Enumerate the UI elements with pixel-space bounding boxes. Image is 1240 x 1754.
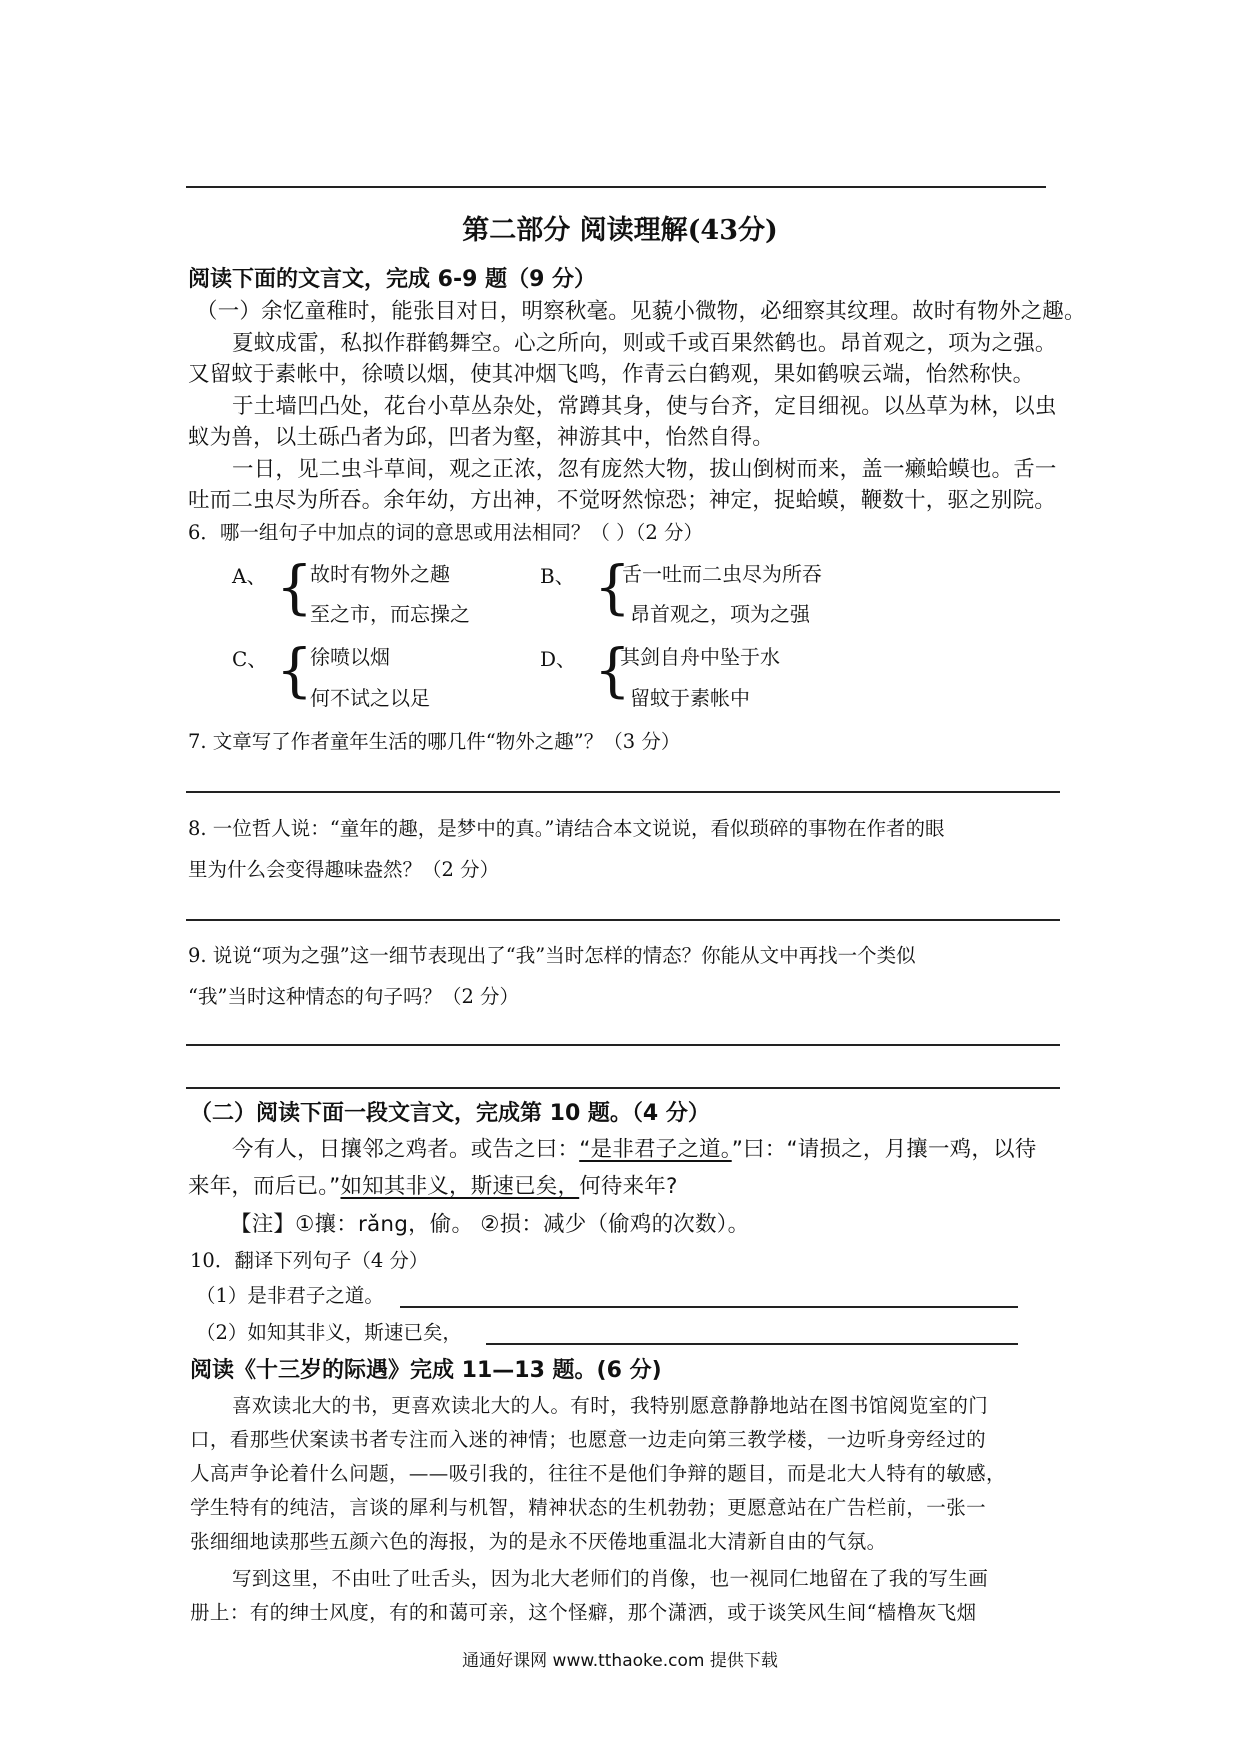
passage-line: 又留蚊于素帐中，徐喷以烟，使其冲烟飞鸣，作青云白鹤观，果如鹤唳云端，怡然称快。 — [188, 362, 1035, 387]
essay-line: 人高声争论着什么问题，——吸引我的，往往不是他们争辩的题目，而是北大人特有的敏感， — [190, 1462, 1006, 1485]
essay-line: 写到这里，不由吐了吐舌头，因为北大老师们的肖像，也一视同仁地留在了我的写生画 — [232, 1567, 989, 1590]
option-a-label: A、 — [232, 564, 267, 588]
question-7-stem: 7. 文章写了作者童年生活的哪几件“物外之趣”？（3 分） — [188, 730, 681, 753]
passage2-line-2 — [188, 1169, 678, 1200]
option-c-line2: 何不试之以足 — [310, 686, 430, 710]
passage2-text: 今有人，日攘邻之鸡者。或告之曰： — [232, 1137, 580, 1162]
underlined-sentence: “是非君子之道。 — [579, 1137, 732, 1162]
part3-heading: 阅读《十三岁的际遇》完成 11—13 题。(6 分) — [190, 1358, 662, 1383]
top-rule — [186, 186, 1046, 188]
passage-line: 于土墙凹凸处，花台小草丛杂处，常蹲其身，使与台齐，定目细视。以丛草为林，以虫 — [232, 394, 1057, 419]
question-9-stem: 9. 说说“项为之强”这一细节表现出了“我”当时怎样的情态？你能从文中再找一个类似 — [188, 944, 916, 967]
option-b-line1: 舌一吐而二虫尽为所吞 — [622, 562, 822, 586]
section-title: 第二部分 阅读理解(43分) — [462, 215, 778, 246]
brace-icon: { — [276, 636, 313, 704]
answer-line-q10-2[interactable] — [486, 1343, 1018, 1345]
section-divider — [186, 1087, 1060, 1089]
passage2-line-1 — [232, 1132, 1036, 1163]
essay-line: 学生特有的纯洁，言谈的犀利与机智，精神状态的生机勃勃；更愿意站在广告栏前，一张一 — [190, 1496, 987, 1519]
passage2-note: 【注】①攘：rǎng，偷。 ②损：减少（偷鸡的次数）。 — [230, 1212, 750, 1237]
passage-line: 蚁为兽，以土砾凸者为邱，凹者为壑，神游其中，怡然自得。 — [188, 425, 774, 450]
passage-line: 一日，见二虫斗草间，观之正浓，忽有庞然大物，拔山倒树而来，盖一癞蛤蟆也。舌一 — [232, 457, 1057, 482]
option-b-line2: 昂首观之，项为之强 — [630, 602, 810, 626]
passage-line: 吐而二虫尽为所吞。余年幼，方出神，不觉呀然惊恐；神定，捉蛤蟆，鞭数十，驱之别院。 — [188, 488, 1057, 513]
option-a-line1: 故时有物外之趣 — [310, 562, 450, 586]
option-c-line1: 徐喷以烟 — [310, 645, 390, 669]
question-10-item-2: （2）如知其非义，斯速已矣， — [196, 1321, 462, 1344]
passage-line: 夏蚊成雷，私拟作群鹤舞空。心之所向，则或千或百果然鹤也。昂首观之，项为之强。 — [232, 331, 1057, 356]
answer-line-q8[interactable] — [186, 919, 1060, 921]
option-a-line2: 至之市，而忘操之 — [310, 602, 470, 626]
brace-icon: { — [594, 553, 631, 621]
underlined-sentence: 如知其非义，斯速已矣， — [340, 1174, 580, 1199]
brace-icon: { — [276, 553, 313, 621]
option-c-label: C、 — [232, 647, 268, 671]
answer-line-q7[interactable] — [186, 791, 1060, 793]
passage-line: （一）余忆童稚时，能张目对日，明察秋毫。见藐小微物，必细察其纹理。故时有物外之趣。 — [196, 299, 1086, 324]
essay-line: 册上：有的绅士风度，有的和蔼可亲，这个怪癖，那个潇洒，或于谈笑风生间“樯橹灰飞烟 — [190, 1601, 977, 1624]
part1-heading: 阅读下面的文言文，完成 6-9 题（9 分） — [188, 267, 597, 292]
option-d-line1: 其剑自舟中坠于水 — [620, 645, 780, 669]
question-9-stem-cont: “我”当时这种情态的句子吗？（2 分） — [188, 985, 520, 1008]
question-10-stem: 10．翻译下列句子（4 分） — [190, 1249, 429, 1272]
passage2-text: 何待来年? — [579, 1174, 678, 1199]
option-b-label: B、 — [540, 564, 575, 588]
question-6-stem: 6．哪一组句子中加点的词的意思或用法相同？（ ）（2 分） — [188, 521, 703, 544]
passage2-text: 来年，而后已。” — [188, 1174, 341, 1199]
footer-source: 通通好课网 www.tthaoke.com 提供下载 — [462, 1651, 778, 1671]
question-8-stem-cont: 里为什么会变得趣味盎然？（2 分） — [188, 858, 500, 881]
answer-line-q10-1[interactable] — [400, 1306, 1018, 1308]
question-10-item-1: （1）是非君子之道。 — [196, 1284, 384, 1307]
option-d-label: D、 — [540, 647, 577, 671]
brace-icon: { — [594, 636, 631, 704]
question-8-stem: 8. 一位哲人说：“童年的趣，是梦中的真。”请结合本文说说，看似琐碎的事物在作者的眼 — [188, 817, 945, 840]
part2-heading: （二）阅读下面一段文言文，完成第 10 题。（4 分） — [190, 1101, 710, 1126]
essay-line: 张细细地读那些五颜六色的海报，为的是永不厌倦地重温北大清新自由的气氛。 — [190, 1530, 887, 1553]
option-d-line2: 留蚊于素帐中 — [630, 686, 750, 710]
answer-line-q9[interactable] — [186, 1044, 1060, 1046]
essay-line: 口，看那些伏案读书者专注而入迷的神情；也愿意一边走向第三教学楼，一边听身旁经过的 — [190, 1428, 987, 1451]
passage2-text: ”曰：“请损之，月攘一鸡，以待 — [731, 1137, 1037, 1162]
essay-line: 喜欢读北大的书，更喜欢读北大的人。有时，我特别愿意静静地站在图书馆阅览室的门 — [232, 1394, 989, 1417]
